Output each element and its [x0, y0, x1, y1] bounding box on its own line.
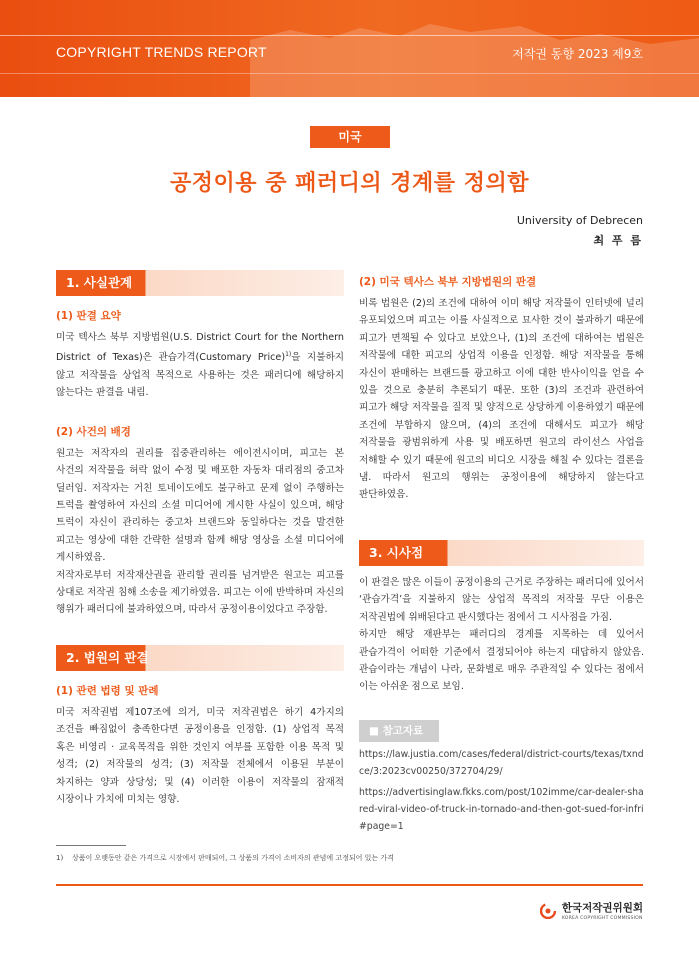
- section-heading-facts: 1. 사실관계: [56, 270, 344, 296]
- org-name-english: KOREA COPYRIGHT COMMISSION: [561, 916, 643, 921]
- article-title: 공정이용 중 패러디의 경계를 정의함: [170, 171, 529, 196]
- footnote-number: 1): [56, 854, 64, 862]
- paragraph-lawsuit: 저작자로부터 저작재산권을 관리할 권리를 넘겨받은 원고는 피고를 상대로 저작권 침해 소송을 제기하였음. 피고는 이에 반박하며 자신의 행위가 패러디에 불과하였으며, 따라서 공정이용이었다고 주장함.: [56, 569, 344, 616]
- left-column: [56, 270, 344, 808]
- header-rule: [0, 35, 699, 36]
- author-affiliation: University of Debrecen: [516, 214, 643, 227]
- paragraph-case-background: 원고는 저작자의 권리를 집중관리하는 에이전시이며, 피고는 본 사건의 저작물을 허락 없이 수정 및 배포한 자동차 대리점의 중고차 딜러임. 저작자는 거친 토네이도에도 불구하고 문제 없이 주행하는 트럭을 촬영하여 자신의 소셜 미디어에 게시한 사실이 있으며, 해당 트럭이 자신이 관리하는 중고차 브랜드와 동일하다는 것을 발견한 피고는 영상에 대한 간략한 설명과 함께 해당 영상을 소셜 미디어에 게시하였음.: [56, 447, 344, 564]
- commission-logo-icon: [540, 903, 556, 919]
- author-name: 최 푸 름: [593, 234, 643, 247]
- paragraph-implications-2: 하지만 해당 재판부는 패러디의 경계를 지목하는 데 있어서 관습가격이 어떠한 기준에서 결정되어야 하는지 대답하지 않았음. 관습이라는 개념이 나라, 문화별로 매우 주관적일 수 있다는 점에서 이는 아쉬운 점으로 보임.: [359, 629, 644, 693]
- subheading-case-background: (2) 사건의 배경: [56, 425, 131, 438]
- subheading-laws: (1) 관련 법령 및 판례: [56, 684, 159, 697]
- paragraph-laws: 미국 저작권법 제107조에 의거, 미국 저작권법은 하기 4가지의 조건을 빠짐없이 충족한다면 공정이용을 인정함. (1) 상업적 목적 혹은 비영리 · 교육목적을 위한 것인지 여부를 포함한 이용 목적 및 성격; (2) 저작물의 성격; (3) 저작물 전체에서 이용된 부분이 차지하는 양과 상당성; 및 (4) 이러한 이용이 저작물의 잠재적 시장이나 가치에 미치는 영향.: [56, 706, 344, 805]
- page-header: [0, 0, 699, 97]
- footnote-text: 상품이 오랫동안 같은 가격으로 시장에서 판매되어, 그 상품의 가격이 소비자의 관념에 고정되어 있는 가격: [72, 854, 394, 862]
- section-heading-ruling: 2. 법원의 판결: [56, 645, 344, 671]
- section-heading-implications: 3. 시사점: [359, 540, 644, 566]
- paragraph-texas-ruling: 비록 법원은 (2)의 조건에 대하여 이미 해당 저작물이 인터넷에 널리 유포되었으며 피고는 이를 사실적으로 묘사한 것이 불과하기 때문에 피고가 면책될 수 있다고 보았으나, (1)의 조건에 대하여는 법원은 저작물에 대한 피고의 상업적 이용을 인정함. 해당 저작물을 통해 자신이 판매하는 브랜드를 광고하고 이에 대한 반사이익을 얻을 수 있을 것으로 충분히 추론되기 때문. 또한 (3)의 조건과 관련하여 피고가 해당 저작물을 질적 및 양적으로 상당하게 이용하였기 때문에 조건에 부합하지 않으며, (4)의 조건에 대해서도 피고가 해당 저작물을 광범위하게 사용 및 배포하면 원고의 라이선스 사업을 저해할 수 있기 때문에 원고의 비디오 시장을 해칠 수 있다는 결론을 냄. 따라서 원고의 행위는 공정이용에 해당하지 않는다고 판단하였음.: [359, 298, 644, 501]
- commission-logo: [540, 900, 643, 921]
- country-badge: 미국: [310, 126, 390, 148]
- paragraph-judgment-summary: [56, 329, 344, 402]
- header-rule-lower: [0, 73, 699, 74]
- references-heading: ■ 참고자료: [359, 720, 439, 742]
- reference-link[interactable]: https://law.justia.com/cases/federal/district-courts/texas/txndce/3:2023cv00250/372704/29/: [359, 748, 644, 777]
- report-name: COPYRIGHT TRENDS REPORT: [56, 44, 267, 60]
- footnote-divider: [56, 845, 126, 846]
- footer-rule: [56, 884, 643, 886]
- subheading-texas-ruling: (2) 미국 텍사스 북부 지방법원의 판결: [359, 276, 537, 288]
- org-name-korean: 한국저작권위원회: [561, 902, 643, 914]
- logo-text: [562, 900, 643, 921]
- issue-label: 저작권 동향 2023 제9호: [512, 47, 643, 61]
- summary-text-a: 미국 텍사스 북부 지방법원(U.S. District Court for the Northern District of Texas)은 관습가격(Customary Price): [56, 332, 344, 364]
- paragraph-implications-1: 이 판결은 많은 이들이 공정이용의 근거로 주장하는 패러디에 있어서 ‘관습가격’을 지불하지 않는 상업적 목적의 저작물 무단 이용은 저작권법에 위배된다고 판시했다는 점에서 그 시사점을 가짐.: [359, 576, 644, 623]
- reference-link[interactable]: https://advertisinglaw.fkks.com/post/102imme/car-dealer-shared-viral-video-of-truck-in-tornado-and-then-got-sued-for-infri#page=1: [359, 787, 644, 832]
- subheading-judgment-summary: (1) 판결 요약: [56, 310, 121, 322]
- footnote: [56, 853, 394, 863]
- summary-text-b: 을 지불하지 않고 저작물을 상업적 목적으로 사용하는 것은 패러디에 해당하지 않는다는 판결을 내림.: [56, 352, 344, 399]
- footnote-ref[interactable]: 1): [285, 351, 292, 359]
- right-column: [359, 270, 644, 836]
